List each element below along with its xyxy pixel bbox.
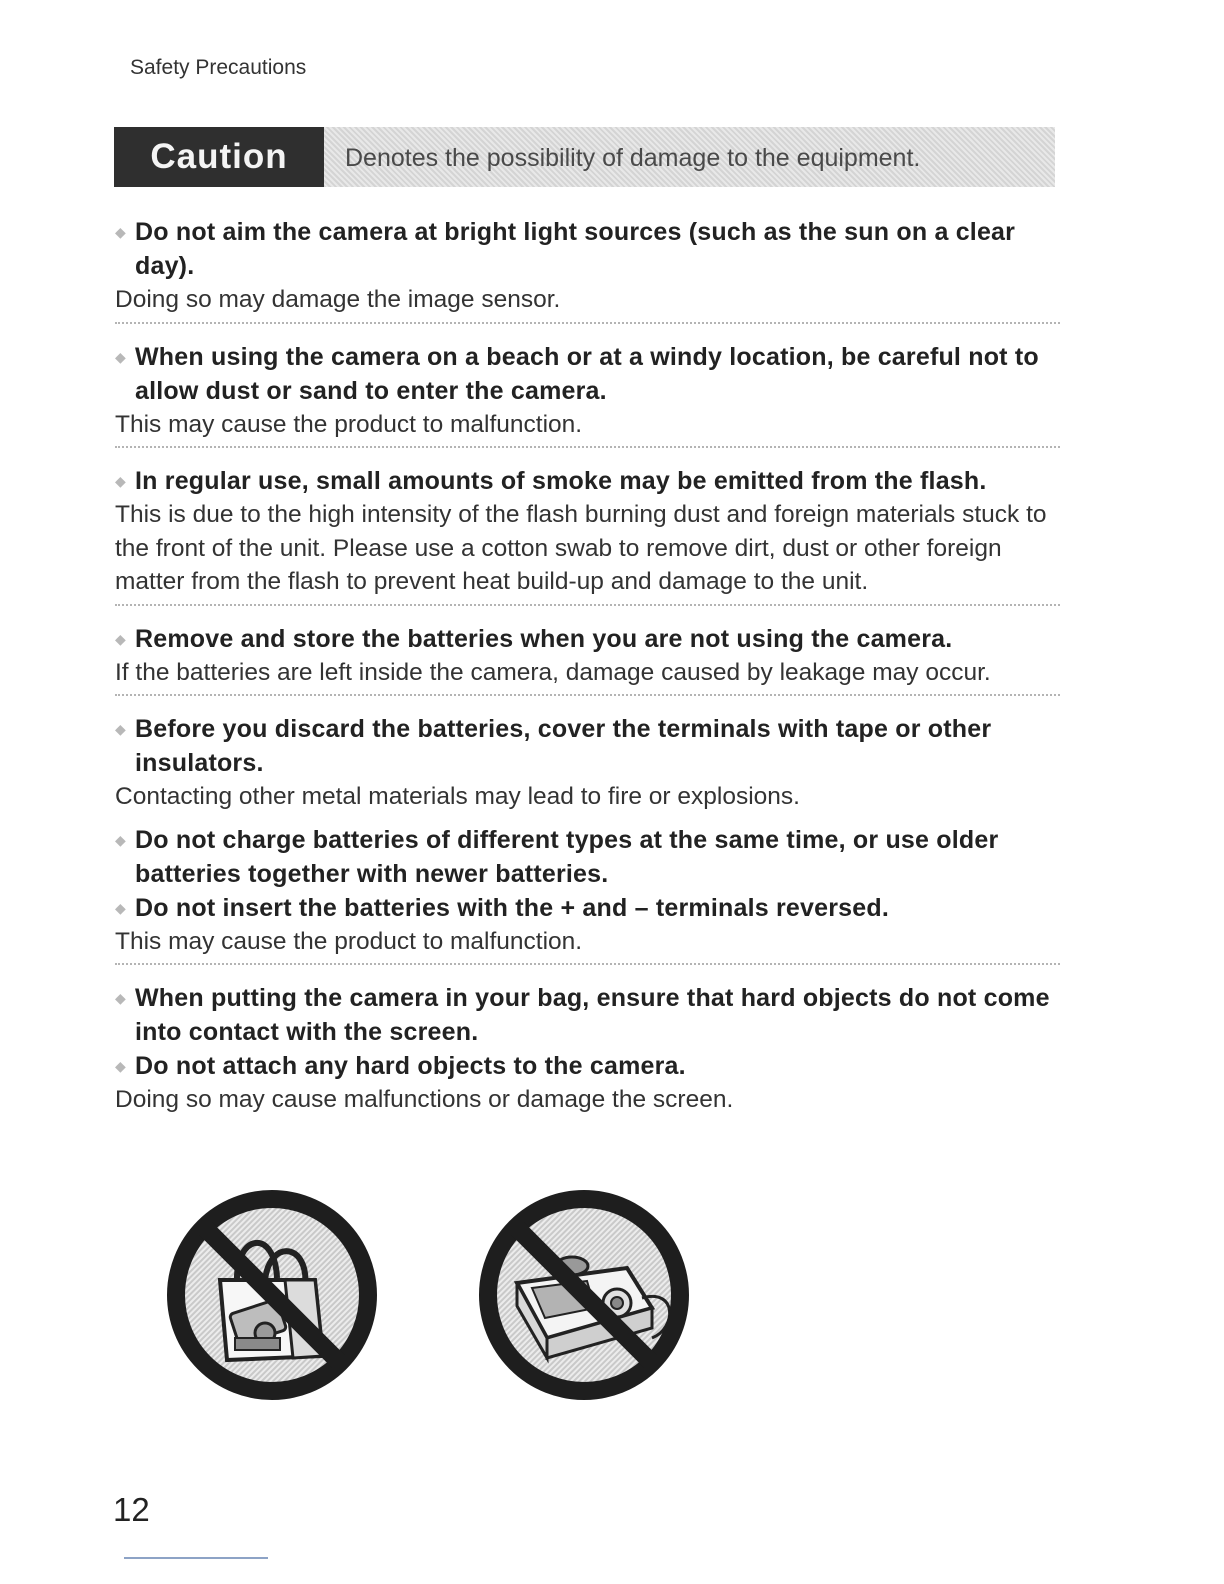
- precaution-section: [115, 708, 1060, 819]
- caution-label: Caution: [114, 127, 324, 187]
- precaution-heading: ◆ When using the camera on a beach or at a windy location, be careful not to allow dust or sand to enter the camera.: [115, 340, 1060, 408]
- precaution-section: [115, 336, 1060, 449]
- precaution-heading: ◆ Do not aim the camera at bright light sources (such as the sun on a clear day).: [115, 215, 1060, 283]
- caution-description: Denotes the possibility of damage to the equipment.: [345, 144, 921, 172]
- caution-banner: [114, 127, 1055, 187]
- bullet-icon: ◆: [115, 990, 126, 1006]
- precautions-list: [115, 211, 1060, 1122]
- precaution-heading: ◆ Do not insert the batteries with the + and – terminals reversed.: [115, 891, 1060, 925]
- precaution-heading: ◆ Before you discard the batteries, cover the terminals with tape or other insulators.: [115, 712, 1060, 780]
- bullet-icon: ◆: [115, 831, 126, 848]
- precaution-body: This may cause the product to malfunction.: [115, 927, 583, 955]
- precaution-section: [115, 460, 1060, 606]
- page-number: 12: [113, 1491, 150, 1528]
- bullet-icon: ◆: [115, 1058, 126, 1074]
- precaution-heading: ◆ Do not charge batteries of different types at the same time, or use older batteries together with newer batteries.: [115, 823, 1060, 891]
- precaution-body: Doing so may damage the image sensor.: [115, 286, 561, 313]
- bullet-icon: ◆: [115, 899, 126, 916]
- precaution-heading: ◆ Remove and store the batteries when you are not using the camera.: [115, 622, 1060, 656]
- prohibition-illustrations: [165, 1188, 705, 1403]
- no-hard-objects-in-bag-icon: [165, 1188, 380, 1403]
- precaution-section: [115, 977, 1060, 1122]
- precaution-heading: ◆ When putting the camera in your bag, ensure that hard objects do not come into contact with the screen.: [115, 981, 1060, 1049]
- precaution-heading: ◆ Do not attach any hard objects to the camera.: [115, 1049, 1060, 1083]
- page-header-title: Safety Precautions: [130, 56, 307, 79]
- precaution-body: Contacting other metal materials may lead to fire or explosions.: [115, 783, 800, 810]
- precaution-body: If the batteries are left inside the camera, damage caused by leakage may occur.: [115, 658, 991, 686]
- bullet-icon: ◆: [115, 721, 126, 737]
- precaution-section: [115, 211, 1060, 324]
- precaution-section: [115, 618, 1060, 697]
- precaution-section: [115, 819, 1060, 966]
- precaution-body: This is due to the high intensity of the flash burning dust and foreign materials stuck to the front of the unit. Please use a cotton swab to remove dirt, dust or other foreign matter from the flash to prevent heat build-up and damage to the unit.: [115, 501, 1047, 595]
- precaution-body: Doing so may cause malfunctions or damage the screen.: [115, 1086, 734, 1113]
- no-hard-objects-attached-icon: [477, 1188, 692, 1403]
- bullet-icon: ◆: [115, 348, 126, 365]
- bullet-icon: ◆: [115, 630, 126, 647]
- precaution-heading: ◆ In regular use, small amounts of smoke may be emitted from the flash.: [115, 464, 1060, 498]
- bullet-icon: ◆: [115, 224, 126, 240]
- footer-rule: [124, 1557, 268, 1559]
- bullet-icon: ◆: [115, 473, 126, 489]
- precaution-body: This may cause the product to malfunction.: [115, 410, 583, 438]
